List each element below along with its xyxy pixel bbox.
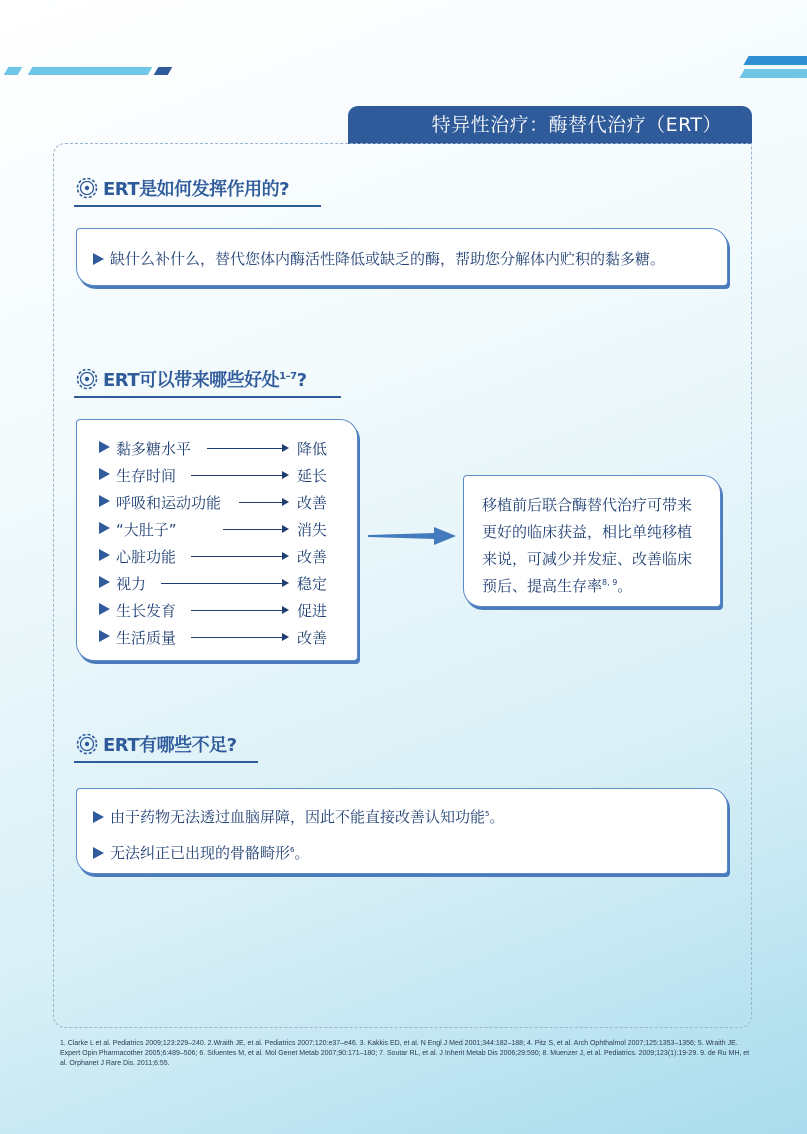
arrow-right-icon bbox=[191, 610, 287, 611]
arrow-right-icon bbox=[191, 556, 287, 557]
gear-icon bbox=[74, 731, 100, 757]
section-limits-heading bbox=[74, 729, 237, 759]
arrow-right-icon bbox=[239, 502, 287, 503]
note-line: 更好的临床获益，相比单纯移植 bbox=[482, 523, 693, 541]
page-title-banner: 特异性治疗：酶替代治疗（ERT） bbox=[348, 106, 752, 144]
benefit-row bbox=[99, 573, 328, 593]
benefits-title-end: ? bbox=[296, 370, 307, 391]
gear-icon bbox=[74, 366, 100, 392]
references: 1. Clarke L et al. Pediatrics 2009;123:229–240. 2.Wraith JE, et al. Pediatrics 2007;120:e37–e46. 3. Kakkis ED, et al. N Engl J Med 2001;344:182–188; 4. Pitz S, et al. Arch Ophthalmol 2007;125:1353–1356; 5. Wraith JE. Expert Opin Pharmacother 2005;6:489–506; 6. Sifuentes M, et al. Mol Genet Metab 2007;90:171–180; 7. Soutar RL, et al. J Inherit Metab Dis 2006;29:590; 8. Muenzer J, et al. Pediatrics. 2009;123(1):19-29. 9. de Ru MH, et al. Orphanet J Rare Dis. 2011;6:55. bbox=[60, 1040, 750, 1067]
card-how bbox=[76, 228, 728, 286]
benefit-result: 改善 bbox=[297, 628, 328, 647]
benefit-label: 生存时间 bbox=[116, 466, 177, 485]
section-benefits-heading bbox=[74, 364, 307, 394]
benefit-label: 生长发育 bbox=[116, 601, 177, 620]
section-benefits-title bbox=[103, 366, 307, 392]
note-line: 预后、提高生存率 bbox=[482, 577, 603, 595]
arrow-right-icon bbox=[161, 583, 287, 584]
limits-item1-end: 。 bbox=[489, 808, 505, 826]
card-benefits-list bbox=[76, 419, 358, 661]
limits-item2-sup: 6 bbox=[290, 846, 295, 854]
note-end: 。 bbox=[617, 577, 633, 595]
triangle-bullet-icon bbox=[99, 576, 110, 588]
benefit-row bbox=[99, 627, 328, 647]
arrow-right-icon bbox=[207, 448, 287, 449]
benefit-result: 降低 bbox=[297, 439, 328, 458]
limits-item2: 无法纠正已出现的骨骼畸形 bbox=[110, 844, 291, 862]
note-line-last bbox=[482, 573, 692, 600]
arrow-right-icon bbox=[223, 529, 287, 530]
limits-item1-sup: 5 bbox=[485, 810, 490, 818]
benefit-result: 促进 bbox=[297, 601, 328, 620]
section-underline bbox=[74, 761, 258, 763]
benefit-result: 稳定 bbox=[297, 574, 328, 593]
benefit-row bbox=[99, 492, 328, 512]
triangle-bullet-icon bbox=[99, 468, 110, 480]
benefit-label: “大肚子” bbox=[116, 520, 177, 539]
limits-item1: 由于药物无法透过血脑屏障，因此不能直接改善认知功能 bbox=[110, 808, 486, 826]
benefits-note-text bbox=[482, 492, 692, 600]
benefit-label: 生活质量 bbox=[116, 628, 177, 647]
section-how-title: ERT是如何发挥作用的? bbox=[103, 179, 290, 200]
limits-item2-end: 。 bbox=[294, 844, 310, 862]
section-how-heading bbox=[74, 173, 289, 203]
note-line: 移植前后联合酶替代治疗可带来 bbox=[482, 496, 693, 514]
benefit-row bbox=[99, 600, 328, 620]
triangle-bullet-icon bbox=[93, 811, 104, 823]
benefit-label: 黏多糖水平 bbox=[116, 439, 192, 458]
note-line: 来说，可减少并发症、改善临床 bbox=[482, 550, 693, 568]
arrow-right-icon bbox=[191, 475, 287, 476]
benefits-title-text: ERT可以带来哪些好处 bbox=[103, 370, 280, 391]
decor-stripe-light bbox=[4, 67, 23, 75]
benefit-row bbox=[99, 438, 328, 458]
note-sup: 8, 9 bbox=[602, 578, 618, 587]
section-underline bbox=[74, 205, 321, 207]
card-limits bbox=[76, 788, 728, 874]
arrow-right-icon bbox=[191, 637, 287, 638]
how-text-line bbox=[93, 248, 665, 269]
section-limits-title: ERT有哪些不足? bbox=[103, 735, 237, 756]
section-underline bbox=[74, 396, 341, 398]
limits-item bbox=[93, 806, 505, 827]
gear-icon bbox=[74, 175, 100, 201]
decor-stripe-right-lighter bbox=[739, 69, 807, 78]
limits-item bbox=[93, 842, 310, 863]
triangle-bullet-icon bbox=[99, 441, 110, 453]
card-benefits-note bbox=[463, 475, 721, 607]
benefit-label: 心脏功能 bbox=[116, 547, 177, 566]
decor-stripe-right-light bbox=[743, 56, 807, 65]
benefits-title-sup: 1–7 bbox=[279, 371, 297, 382]
triangle-bullet-icon bbox=[99, 630, 110, 642]
decor-stripe-dark bbox=[154, 67, 173, 75]
benefit-label: 呼吸和运动功能 bbox=[116, 493, 222, 512]
how-text: 缺什么补什么，替代您体内酶活性降低或缺乏的酶，帮助您分解体内贮积的黏多糖。 bbox=[110, 250, 666, 268]
benefit-row bbox=[99, 546, 328, 566]
benefit-label: 视力 bbox=[116, 574, 147, 593]
triangle-bullet-icon bbox=[93, 253, 104, 265]
benefit-result: 延长 bbox=[297, 466, 328, 485]
benefit-row bbox=[99, 465, 328, 485]
triangle-bullet-icon bbox=[99, 522, 110, 534]
triangle-bullet-icon bbox=[99, 549, 110, 561]
decor-stripe-light bbox=[28, 67, 153, 75]
benefit-result: 改善 bbox=[297, 547, 328, 566]
triangle-bullet-icon bbox=[99, 603, 110, 615]
benefit-result: 改善 bbox=[297, 493, 328, 512]
triangle-bullet-icon bbox=[93, 847, 104, 859]
big-arrow-right-icon bbox=[368, 526, 456, 546]
triangle-bullet-icon bbox=[99, 495, 110, 507]
benefit-row bbox=[99, 519, 328, 539]
benefit-result: 消失 bbox=[297, 520, 328, 539]
